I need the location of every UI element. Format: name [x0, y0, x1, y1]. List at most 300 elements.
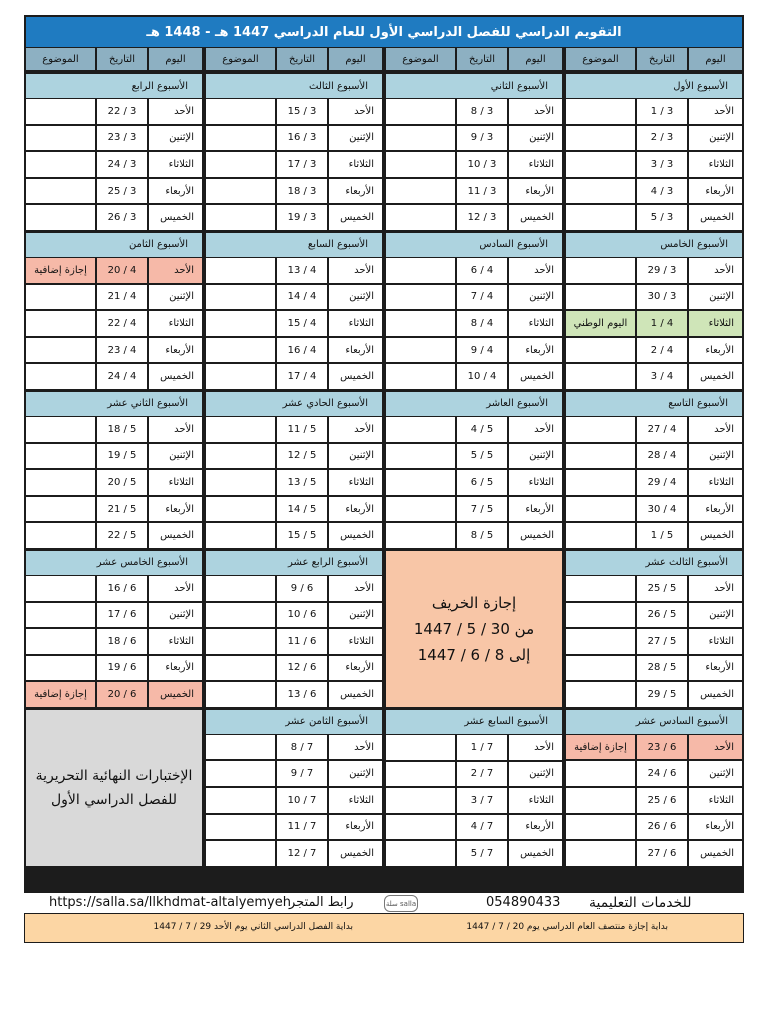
subject-cell[interactable]: [566, 603, 635, 628]
day-row: [386, 417, 562, 442]
day-row: [26, 126, 202, 151]
subject-cell[interactable]: [26, 311, 95, 336]
finals-line: الإختبارات النهائية التحريرية: [35, 767, 193, 784]
day-cell: الثلاثاء: [329, 629, 382, 654]
subject-cell[interactable]: [26, 179, 95, 204]
day-row: [566, 470, 742, 495]
day-cell: الخميس: [329, 841, 382, 866]
week-header: الأسبوع العاشر: [386, 392, 562, 416]
date-cell: 4 / 9: [457, 338, 507, 363]
subject-cell[interactable]: [26, 126, 95, 151]
subject-cell[interactable]: [26, 205, 95, 230]
subject-cell[interactable]: [206, 258, 275, 283]
subject-cell[interactable]: [386, 205, 455, 230]
subject-cell[interactable]: اليوم الوطني: [566, 311, 635, 336]
date-cell: 6 / 13: [277, 682, 327, 707]
date-cell: 3 / 26: [97, 205, 147, 230]
header-day: اليوم: [509, 48, 562, 70]
day-row: [26, 364, 202, 389]
calendar-column: [566, 48, 742, 891]
day-cell: الأربعاء: [329, 815, 382, 840]
date-cell: 7 / 11: [277, 815, 327, 840]
date-cell: 3 / 23: [97, 126, 147, 151]
subject-cell[interactable]: [566, 682, 635, 707]
subject-cell[interactable]: [206, 152, 275, 177]
date-cell: 5 / 14: [277, 497, 327, 522]
date-cell: 4 / 1: [637, 311, 687, 336]
day-cell: الثلاثاء: [149, 629, 202, 654]
subject-cell[interactable]: [26, 417, 95, 442]
week-block: [206, 710, 382, 866]
subject-cell[interactable]: [26, 364, 95, 389]
week-block: [566, 710, 742, 866]
week-block: [26, 74, 202, 230]
day-row: [206, 761, 382, 786]
day-cell: الثلاثاء: [149, 152, 202, 177]
subject-cell[interactable]: [206, 761, 275, 786]
subject-cell[interactable]: [386, 179, 455, 204]
day-cell: الأربعاء: [329, 338, 382, 363]
date-cell: 4 / 8: [457, 311, 507, 336]
subject-cell[interactable]: [206, 682, 275, 707]
subject-cell[interactable]: [206, 364, 275, 389]
midyear-break-note: بداية إجازة منتصف العام الدراسي يوم 20 / 7 / 1447: [466, 922, 668, 932]
day-cell: الأحد: [689, 735, 742, 760]
day-cell: الثلاثاء: [509, 311, 562, 336]
day-cell: الإثنين: [689, 285, 742, 310]
week-header: الأسبوع السادس عشر: [566, 710, 742, 734]
date-cell: 4 / 17: [277, 364, 327, 389]
subject-cell[interactable]: [566, 523, 635, 548]
week-block: [206, 551, 382, 707]
subject-cell[interactable]: [566, 126, 635, 151]
subject-cell[interactable]: [26, 99, 95, 124]
day-cell: الإثنين: [329, 126, 382, 151]
subject-cell[interactable]: [566, 179, 635, 204]
day-row: [566, 179, 742, 204]
day-cell: الإثنين: [689, 761, 742, 786]
header-subject: الموضوع: [566, 48, 635, 70]
subject-cell[interactable]: [26, 576, 95, 601]
date-cell: 6 / 27: [637, 841, 687, 866]
subject-cell[interactable]: إجازة إضافية: [26, 258, 95, 283]
subject-cell[interactable]: [566, 629, 635, 654]
subject-cell[interactable]: [206, 444, 275, 469]
week-header: الأسبوع الثالث عشر: [566, 551, 742, 575]
subject-cell[interactable]: [566, 285, 635, 310]
day-row: [206, 656, 382, 681]
day-cell: الأحد: [509, 735, 562, 760]
week-block: [26, 233, 202, 389]
date-cell: 5 / 13: [277, 470, 327, 495]
subject-cell[interactable]: [386, 364, 455, 389]
subject-cell[interactable]: [386, 99, 455, 124]
footer-notes: [24, 913, 744, 943]
day-row: [26, 258, 202, 283]
week-header: الأسبوع الرابع عشر: [206, 551, 382, 575]
date-cell: 5 / 7: [457, 497, 507, 522]
services-label: للخدمات التعليمية: [589, 895, 692, 911]
date-cell: 4 / 3: [637, 364, 687, 389]
day-row: [206, 205, 382, 230]
header-subject: الموضوع: [26, 48, 95, 70]
day-row: [26, 682, 202, 707]
day-cell: الإثنين: [329, 761, 382, 786]
day-row: [386, 99, 562, 124]
week-header: الأسبوع الثاني عشر: [26, 392, 202, 416]
subject-cell[interactable]: [206, 497, 275, 522]
day-cell: الخميس: [149, 364, 202, 389]
date-cell: 5 / 6: [457, 470, 507, 495]
day-row: [566, 841, 742, 866]
day-row: [386, 470, 562, 495]
day-row: [26, 470, 202, 495]
contact-bar: [24, 893, 744, 913]
day-cell: الإثنين: [689, 126, 742, 151]
header-date: التاريخ: [97, 48, 147, 70]
day-cell: الثلاثاء: [689, 311, 742, 336]
day-row: [206, 682, 382, 707]
day-row: [566, 444, 742, 469]
subject-cell[interactable]: [206, 523, 275, 548]
date-cell: 6 / 9: [277, 576, 327, 601]
day-row: [26, 629, 202, 654]
subject-cell[interactable]: [26, 470, 95, 495]
subject-cell[interactable]: [386, 126, 455, 151]
day-cell: الأربعاء: [689, 179, 742, 204]
day-cell: الثلاثاء: [689, 152, 742, 177]
subject-cell[interactable]: [206, 285, 275, 310]
subject-cell[interactable]: [566, 788, 635, 813]
day-row: [26, 497, 202, 522]
day-cell: الخميس: [149, 682, 202, 707]
subject-cell[interactable]: [26, 603, 95, 628]
day-cell: الأربعاء: [689, 815, 742, 840]
week-block: [206, 233, 382, 389]
subject-cell[interactable]: [386, 762, 455, 787]
date-cell: 4 / 24: [97, 364, 147, 389]
day-row: [26, 656, 202, 681]
day-row: [26, 603, 202, 628]
phone-number: 054890433: [486, 895, 561, 910]
week-block: [26, 392, 202, 548]
subject-cell[interactable]: [206, 656, 275, 681]
header-date: التاريخ: [457, 48, 507, 70]
date-cell: 5 / 27: [637, 629, 687, 654]
day-cell: الإثنين: [329, 603, 382, 628]
day-cell: الأحد: [329, 99, 382, 124]
subject-cell[interactable]: [26, 497, 95, 522]
day-cell: الإثنين: [509, 126, 562, 151]
subject-cell[interactable]: [206, 338, 275, 363]
date-cell: 4 / 20: [97, 258, 147, 283]
day-row: [566, 629, 742, 654]
day-row: [206, 603, 382, 628]
day-row: [206, 364, 382, 389]
day-cell: الإثنين: [509, 762, 562, 787]
day-row: [206, 179, 382, 204]
day-row: [26, 576, 202, 601]
date-cell: 6 / 25: [637, 788, 687, 813]
date-cell: 4 / 28: [637, 444, 687, 469]
subject-cell[interactable]: [386, 152, 455, 177]
date-cell: 5 / 1: [637, 523, 687, 548]
date-cell: 3 / 22: [97, 99, 147, 124]
day-row: [26, 179, 202, 204]
day-cell: الخميس: [689, 364, 742, 389]
date-cell: 4 / 22: [97, 311, 147, 336]
subject-cell[interactable]: [206, 629, 275, 654]
subject-cell[interactable]: [566, 470, 635, 495]
day-row: [566, 656, 742, 681]
holiday-line: إجازة الخريف: [431, 593, 517, 612]
subject-cell[interactable]: [566, 656, 635, 681]
holiday-line: من 30 / 5 / 1447: [413, 619, 535, 638]
subject-cell[interactable]: [206, 99, 275, 124]
date-cell: 4 / 16: [277, 338, 327, 363]
date-cell: 5 / 15: [277, 523, 327, 548]
day-row: [386, 497, 562, 522]
subject-cell[interactable]: [566, 417, 635, 442]
subject-cell[interactable]: [206, 788, 275, 813]
subject-cell[interactable]: [566, 258, 635, 283]
subject-cell[interactable]: [386, 735, 455, 760]
date-cell: 4 / 29: [637, 470, 687, 495]
day-cell: الأحد: [149, 258, 202, 283]
subject-cell[interactable]: [386, 417, 455, 442]
date-cell: 6 / 23: [637, 735, 687, 760]
subject-cell[interactable]: [386, 285, 455, 310]
day-cell: الأحد: [509, 417, 562, 442]
subject-cell[interactable]: [566, 205, 635, 230]
day-row: [206, 444, 382, 469]
day-row: [26, 523, 202, 548]
date-cell: 5 / 12: [277, 444, 327, 469]
day-row: [26, 285, 202, 310]
day-cell: الثلاثاء: [509, 152, 562, 177]
date-cell: 4 / 10: [457, 364, 507, 389]
subject-cell[interactable]: [386, 815, 455, 840]
day-cell: الأربعاء: [509, 338, 562, 363]
subject-cell[interactable]: [26, 523, 95, 548]
subject-cell[interactable]: [386, 523, 455, 548]
subject-cell[interactable]: [26, 656, 95, 681]
subject-cell[interactable]: [206, 603, 275, 628]
calendar-sheet: [24, 15, 744, 893]
date-cell: 4 / 30: [637, 497, 687, 522]
day-cell: الأحد: [329, 735, 382, 760]
header-day: اليوم: [689, 48, 742, 70]
subject-cell[interactable]: [26, 285, 95, 310]
date-cell: 3 / 25: [97, 179, 147, 204]
subject-cell[interactable]: [386, 311, 455, 336]
week-block: [386, 392, 562, 548]
subject-cell[interactable]: [26, 152, 95, 177]
day-row: [206, 99, 382, 124]
day-row: [26, 311, 202, 336]
day-cell: الأحد: [689, 99, 742, 124]
week-header: الأسبوع الثالث: [206, 74, 382, 98]
date-cell: 5 / 21: [97, 497, 147, 522]
day-row: [26, 99, 202, 124]
final-exams-box: [26, 710, 202, 866]
calendar-grid: [26, 48, 742, 891]
subject-cell[interactable]: [206, 205, 275, 230]
day-row: [26, 338, 202, 363]
subject-cell[interactable]: [566, 152, 635, 177]
date-cell: 5 / 20: [97, 470, 147, 495]
day-row: [206, 126, 382, 151]
subject-cell[interactable]: [206, 470, 275, 495]
day-cell: الثلاثاء: [149, 470, 202, 495]
date-cell: 6 / 20: [97, 682, 147, 707]
subject-cell[interactable]: إجازة إضافية: [26, 682, 95, 707]
day-cell: الإثنين: [149, 285, 202, 310]
header-subject: الموضوع: [386, 48, 455, 70]
column-header-row: [206, 48, 382, 70]
week-header: الأسبوع الثاني: [386, 74, 562, 98]
day-row: [26, 444, 202, 469]
date-cell: 4 / 13: [277, 258, 327, 283]
day-row: [386, 258, 562, 283]
day-cell: الخميس: [329, 682, 382, 707]
second-term-note: بداية الفصل الدراسي الثاني يوم الأحد 29 / 7 / 1447: [153, 922, 353, 932]
day-cell: الثلاثاء: [329, 788, 382, 813]
week-block: [386, 233, 562, 389]
date-cell: 5 / 5: [457, 444, 507, 469]
day-cell: الخميس: [509, 205, 562, 230]
subject-cell[interactable]: [26, 444, 95, 469]
week-block: [26, 551, 202, 707]
day-cell: الأحد: [329, 576, 382, 601]
header-date: التاريخ: [637, 48, 687, 70]
day-cell: الثلاثاء: [689, 629, 742, 654]
calendar-column: [206, 48, 382, 891]
day-row: [566, 603, 742, 628]
subject-cell[interactable]: [566, 364, 635, 389]
day-cell: الخميس: [689, 682, 742, 707]
week-block: [566, 551, 742, 707]
column-header-row: [566, 48, 742, 70]
day-cell: الأربعاء: [329, 497, 382, 522]
finals-line: للفصل الدراسي الأول: [51, 791, 177, 808]
day-cell: الخميس: [149, 205, 202, 230]
day-cell: الإثنين: [149, 126, 202, 151]
subject-cell[interactable]: [206, 311, 275, 336]
subject-cell[interactable]: [26, 338, 95, 363]
subject-cell[interactable]: [206, 841, 275, 866]
subject-cell[interactable]: [206, 126, 275, 151]
day-row: [566, 364, 742, 389]
day-row: [206, 470, 382, 495]
subject-cell[interactable]: [386, 497, 455, 522]
subject-cell[interactable]: [566, 815, 635, 840]
subject-cell[interactable]: [566, 338, 635, 363]
date-cell: 5 / 19: [97, 444, 147, 469]
subject-cell[interactable]: إجازة إضافية: [566, 735, 635, 760]
date-cell: 5 / 28: [637, 656, 687, 681]
subject-cell[interactable]: [386, 338, 455, 363]
day-cell: الأربعاء: [689, 656, 742, 681]
day-cell: الثلاثاء: [329, 311, 382, 336]
date-cell: 6 / 19: [97, 656, 147, 681]
week-header: الأسبوع الخامس عشر: [26, 551, 202, 575]
date-cell: 5 / 22: [97, 523, 147, 548]
date-cell: 7 / 5: [457, 841, 507, 866]
date-cell: 6 / 17: [97, 603, 147, 628]
day-row: [386, 762, 562, 787]
date-cell: 7 / 4: [457, 815, 507, 840]
date-cell: 6 / 12: [277, 656, 327, 681]
week-header: الأسبوع الخامس: [566, 233, 742, 257]
date-cell: 6 / 24: [637, 761, 687, 786]
day-row: [206, 417, 382, 442]
subject-cell[interactable]: [566, 444, 635, 469]
subject-cell[interactable]: [386, 841, 455, 866]
day-cell: الإثنين: [689, 603, 742, 628]
week-block: [386, 710, 562, 866]
day-cell: الخميس: [329, 205, 382, 230]
day-cell: الخميس: [689, 841, 742, 866]
day-row: [386, 444, 562, 469]
subject-cell[interactable]: [566, 761, 635, 786]
subject-cell[interactable]: [206, 815, 275, 840]
date-cell: 5 / 29: [637, 682, 687, 707]
subject-cell[interactable]: [206, 417, 275, 442]
date-cell: 6 / 11: [277, 629, 327, 654]
day-row: [566, 126, 742, 151]
week-header: الأسبوع السابع عشر: [386, 710, 562, 734]
subject-cell[interactable]: [386, 258, 455, 283]
day-cell: الأربعاء: [509, 815, 562, 840]
week-block: [206, 74, 382, 230]
store-label: رابط المتجر: [289, 895, 354, 910]
calendar-column: [386, 48, 562, 891]
subject-cell[interactable]: [566, 497, 635, 522]
header-day: اليوم: [149, 48, 202, 70]
week-header: الأسبوع الثامن: [26, 233, 202, 257]
subject-cell[interactable]: [206, 576, 275, 601]
subject-cell[interactable]: [566, 576, 635, 601]
day-cell: الأربعاء: [509, 497, 562, 522]
subject-cell[interactable]: [566, 841, 635, 866]
subject-cell[interactable]: [386, 444, 455, 469]
subject-cell[interactable]: [26, 629, 95, 654]
subject-cell[interactable]: [206, 735, 275, 760]
date-cell: 4 / 7: [457, 285, 507, 310]
day-row: [206, 338, 382, 363]
day-cell: الخميس: [329, 364, 382, 389]
subject-cell[interactable]: [206, 179, 275, 204]
day-cell: الخميس: [689, 205, 742, 230]
date-cell: 5 / 4: [457, 417, 507, 442]
day-row: [566, 152, 742, 177]
date-cell: 4 / 15: [277, 311, 327, 336]
week-header: الأسبوع الأول: [566, 74, 742, 98]
week-header: الأسبوع التاسع: [566, 392, 742, 416]
day-row: [566, 258, 742, 283]
subject-cell[interactable]: [386, 788, 455, 813]
day-row: [206, 497, 382, 522]
day-cell: الثلاثاء: [509, 470, 562, 495]
day-row: [386, 788, 562, 813]
store-link[interactable]: https://salla.sa/llkhdmat-altalyemyeh: [49, 895, 291, 910]
date-cell: 3 / 1: [637, 99, 687, 124]
date-cell: 7 / 9: [277, 761, 327, 786]
subject-cell[interactable]: [386, 470, 455, 495]
subject-cell[interactable]: [566, 99, 635, 124]
day-row: [26, 205, 202, 230]
